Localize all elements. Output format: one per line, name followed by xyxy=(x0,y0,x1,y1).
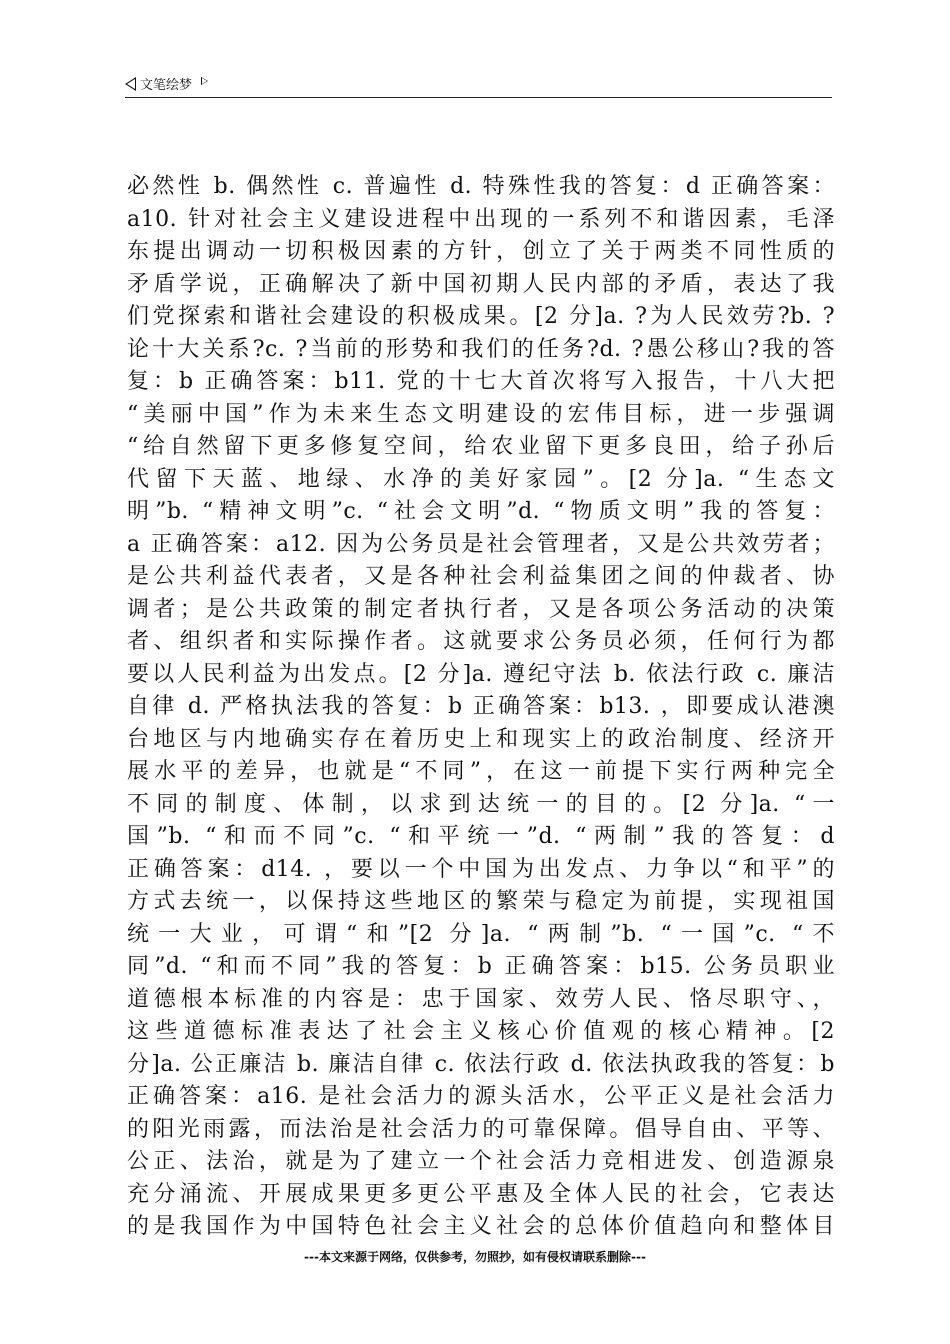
text-line: 矛盾学说，正确解决了新中国初期人民内部的矛盾，表达了我 xyxy=(127,271,835,297)
text-line: “给自然留下更多修复空间，给农业留下更多良田，给子孙后 xyxy=(127,434,835,459)
text-line: a10. 针对社会主义建设进程中出现的一系列不和谐因素，毛泽 xyxy=(127,206,835,232)
text-line: 公正、法治，就是为了建立一个社会活力竞相进发、创造源泉 xyxy=(127,1149,835,1174)
text-line: 分]a. 公正廉洁 b. 廉洁自律 c. 依法行政 d. 依法执政我的答复：b xyxy=(127,1051,835,1077)
text-line: a 正确答案：a12. 因为公务员是社会管理者，又是公共效劳者； xyxy=(127,531,835,557)
text-line: 国”b. “和而不同”c. “和平统一”d. “两制”我的答复：d xyxy=(127,824,835,849)
brand-label: 文笔绘梦 xyxy=(140,78,193,93)
text-line: 复：b 正确答案：b11. 党的十七大首次将写入报告，十八大把 xyxy=(127,369,835,394)
text-line: 道德根本标准的内容是：忠于国家、效劳人民、恪尽职守、， xyxy=(127,986,835,1012)
text-line: 方式去统一，以保持这些地区的繁荣与稳定为前提，实现祖国 xyxy=(127,889,835,914)
text-line: 的是我国作为中国特色社会主义社会的总体价值趋向和整体目 xyxy=(127,1214,835,1239)
triangle-left-icon xyxy=(125,77,136,91)
text-line: 必然性 b. 偶然性 c. 普遍性 d. 特殊性我的答复：d 正确答案： xyxy=(127,174,835,199)
text-line: 正确答案：d14. ，要以一个中国为出发点、力争以“和平”的 xyxy=(127,856,835,882)
text-line: 们党探索和谐社会建设的积极成果。[2 分]a. ?为人民效劳?b. ? xyxy=(127,304,835,329)
text-line: 东提出调动一切积极因素的方针，创立了关于两类不同性质的 xyxy=(127,239,835,264)
document-body xyxy=(127,171,835,1244)
text-line: 调者；是公共政策的制定者执行者，又是各项公务活动的决策 xyxy=(127,596,835,622)
text-line: “美丽中国”作为未来生态文明建设的宏伟目标，进一步强调 xyxy=(127,401,835,427)
text-line: 正确答案：a16. 是社会活力的源头活水，公平正义是社会活力 xyxy=(127,1084,835,1109)
text-line: 明”b. “精神文明”c. “社会文明”d. “物质文明”我的答复： xyxy=(127,499,835,524)
header-divider xyxy=(125,97,832,98)
text-line: 充分涌流、开展成果更多更公平惠及全体人民的社会，它表达 xyxy=(127,1181,835,1207)
text-line: 统一大业，可谓“和”[2 分]a. “两制”b. “一国”c. “不 xyxy=(127,921,835,947)
text-line: 是公共利益代表者，又是各种社会利益集团之间的仲裁者、协 xyxy=(127,564,835,589)
triangle-right-icon xyxy=(201,77,208,85)
text-line: 者、组织者和实际操作者。这就要求公务员必须，任何行为都 xyxy=(127,629,835,654)
text-line: 论十大关系?c. ?当前的形势和我们的任务?d. ?愚公移山?我的答 xyxy=(127,336,835,362)
text-line: 的阳光雨露，而法治是社会活力的可靠保障。倡导自由、平等、 xyxy=(127,1116,835,1142)
header-brand xyxy=(125,74,208,93)
footer-note: ---本文来源于网络，仅供参考，勿照抄，如有侵权请联系删除--- xyxy=(304,1250,646,1264)
text-line: 自律 d. 严格执法我的答复：b 正确答案：b13. ，即要成认港澳 xyxy=(127,694,835,719)
text-line: 不同的制度、体制，以求到达统一的目的。[2 分]a. “一 xyxy=(127,791,835,817)
text-line: 这些道德标准表达了社会主义核心价值观的核心精神。[2 xyxy=(127,1019,835,1044)
text-line: 台地区与内地确实存在着历史上和现实上的政治制度、经济开 xyxy=(127,726,835,752)
text-line: 同”d. “和而不同”我的答复：b 正确答案：b15. 公务员职业 xyxy=(127,954,835,979)
text-line: 要以人民利益为出发点。[2 分]a. 遵纪守法 b. 依法行政 c. 廉洁 xyxy=(127,661,835,687)
page-header xyxy=(125,74,832,98)
text-line: 代留下天蓝、地绿、水净的美好家园”。[2 分]a. “生态文 xyxy=(127,466,835,492)
text-line: 展水平的差异，也就是“不同”，在这一前提下实行两种完全 xyxy=(127,759,835,784)
